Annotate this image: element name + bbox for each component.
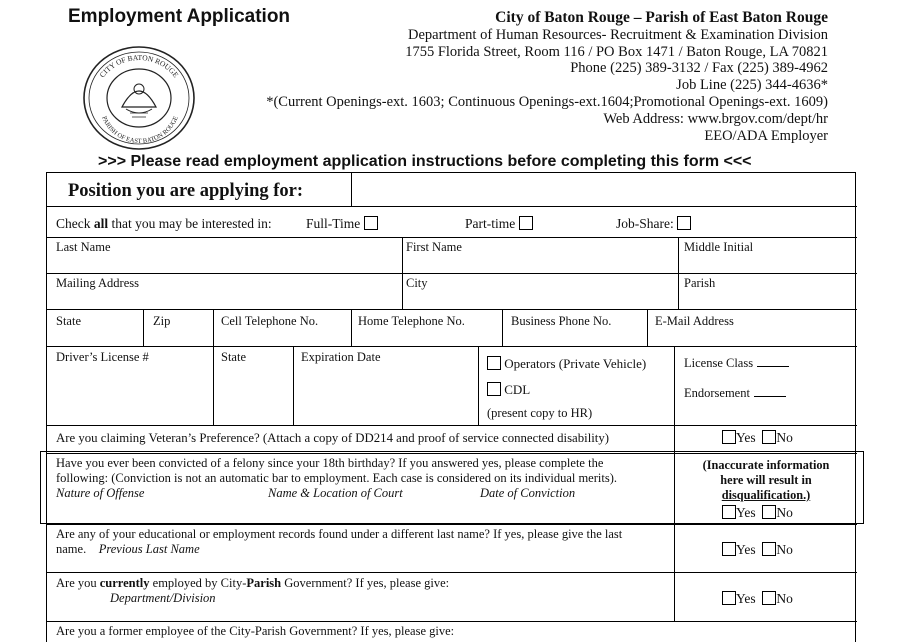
parish-label: Parish — [684, 276, 716, 290]
previous-last-name-label: Previous Last Name — [98, 542, 200, 556]
present-copy-note: (present copy to HR) — [487, 406, 593, 420]
eeo-statement: EEO/ADA Employer — [704, 127, 828, 144]
department-name: Department of Human Resources- Recruitment & Examination Division — [408, 26, 828, 43]
cdl-checkbox[interactable] — [487, 382, 501, 396]
felony-question-line1: Have you ever been convicted of a felony since your 18th birthday? If you answered yes, please complete the — [56, 456, 604, 470]
veteran-question: Are you claiming Veteran’s Preference? (Attach a copy of DD214 and proof of service connected disability) — [56, 431, 610, 445]
openings-extensions: *(Current Openings-ext. 1603; Continuous Openings-ext.1604;Promotional Openings-ext. 1609) — [266, 93, 828, 110]
records-no-checkbox[interactable] — [762, 542, 776, 556]
employed-yes-no: Yes No — [722, 591, 793, 607]
interest-prompt: Check all that you may be interested in: — [56, 216, 272, 231]
mailing-address-line: 1755 Florida Street, Room 116 / PO Box 1471 / Baton Rouge, LA 70821 — [405, 43, 828, 60]
license-class-field[interactable]: License Class — [684, 356, 789, 371]
part-time-option[interactable]: Part-time — [465, 216, 533, 232]
employed-no-checkbox[interactable] — [762, 591, 776, 605]
city-label: City — [406, 276, 428, 290]
endorsement-field[interactable]: Endorsement — [684, 386, 786, 401]
zip-label: Zip — [153, 314, 171, 328]
application-title: Employment Application — [68, 6, 291, 27]
svg-text:CITY OF BATON ROUGE — [98, 53, 181, 80]
felony-section-highlight — [40, 451, 864, 524]
cdl-option[interactable]: CDL — [487, 382, 530, 398]
records-yes-no: Yes No — [722, 542, 793, 558]
phone-fax-line: Phone (225) 389-3132 / Fax (225) 389-4962 — [570, 60, 828, 77]
application-form — [46, 172, 856, 642]
nature-of-offense-label: Nature of Offense — [56, 486, 145, 500]
veteran-no-checkbox[interactable] — [762, 430, 776, 444]
court-name-location-label: Name & Location of Court — [268, 486, 403, 500]
drivers-license-label: Driver’s License # — [56, 350, 149, 364]
job-share-checkbox[interactable] — [677, 216, 691, 230]
operators-checkbox[interactable] — [487, 356, 501, 370]
state-label: State — [56, 314, 81, 328]
agency-contact-block — [266, 10, 828, 144]
department-division-label: Department/Division — [110, 591, 216, 605]
middle-initial-label: Middle Initial — [684, 240, 754, 254]
organization-name: City of Baton Rouge – Parish of East Baton Rouge — [495, 9, 828, 26]
mailing-address-label: Mailing Address — [56, 276, 139, 290]
city-parish-seal-icon — [82, 45, 196, 151]
veteran-yes-no: Yes No — [722, 430, 793, 446]
felony-yes-no: Yes No — [722, 505, 793, 521]
position-input[interactable] — [353, 175, 855, 205]
full-time-option[interactable]: Full-Time — [306, 216, 378, 232]
records-name-label: name. Previous Last Name — [56, 542, 200, 556]
records-yes-checkbox[interactable] — [722, 542, 736, 556]
business-phone-label: Business Phone No. — [511, 314, 612, 328]
currently-employed-question: Are you currently employed by City-Parish Government? If yes, please give: — [56, 576, 450, 590]
instructions-banner: >>> Please read employment application instructions before completing this form <<< — [98, 153, 752, 170]
date-of-conviction-label: Date of Conviction — [480, 486, 576, 500]
cell-phone-label: Cell Telephone No. — [221, 314, 319, 328]
inaccurate-info-warning: (Inaccurate information here will result in disqualification.) — [702, 458, 830, 502]
former-employee-question: Are you a former employee of the City-Parish Government? If yes, please give: — [56, 624, 455, 638]
seal-text-top: CITY OF BATON ROUGE — [97, 52, 181, 80]
job-share-option[interactable]: Job-Share: — [616, 216, 691, 232]
part-time-checkbox[interactable] — [519, 216, 533, 230]
last-name-label: Last Name — [56, 240, 111, 254]
expiration-date-label: Expiration Date — [301, 350, 381, 364]
full-time-checkbox[interactable] — [364, 216, 378, 230]
seal-text-bottom: PARISH OF EAST BATON ROUGE — [100, 115, 180, 146]
position-label: Position you are applying for: — [68, 181, 304, 201]
web-address: Web Address: www.brgov.com/dept/hr — [603, 110, 828, 127]
records-question: Are any of your educational or employment records found under a different last name? If yes, please give the last — [56, 527, 623, 541]
employed-yes-checkbox[interactable] — [722, 591, 736, 605]
veteran-yes-checkbox[interactable] — [722, 430, 736, 444]
first-name-label: First Name — [406, 240, 462, 254]
svg-text:PARISH OF EAST BATON ROUGE — [100, 115, 180, 145]
email-label: E-Mail Address — [655, 314, 734, 328]
felony-question-line2: following: (Conviction is not an automatic bar to employment. Each case is considered on its individual merits). — [56, 471, 617, 485]
home-phone-label: Home Telephone No. — [358, 314, 465, 328]
dl-state-label: State — [221, 350, 246, 364]
job-line: Job Line (225) 344-4636* — [676, 77, 828, 94]
operators-option[interactable]: Operators (Private Vehicle) — [487, 356, 646, 372]
